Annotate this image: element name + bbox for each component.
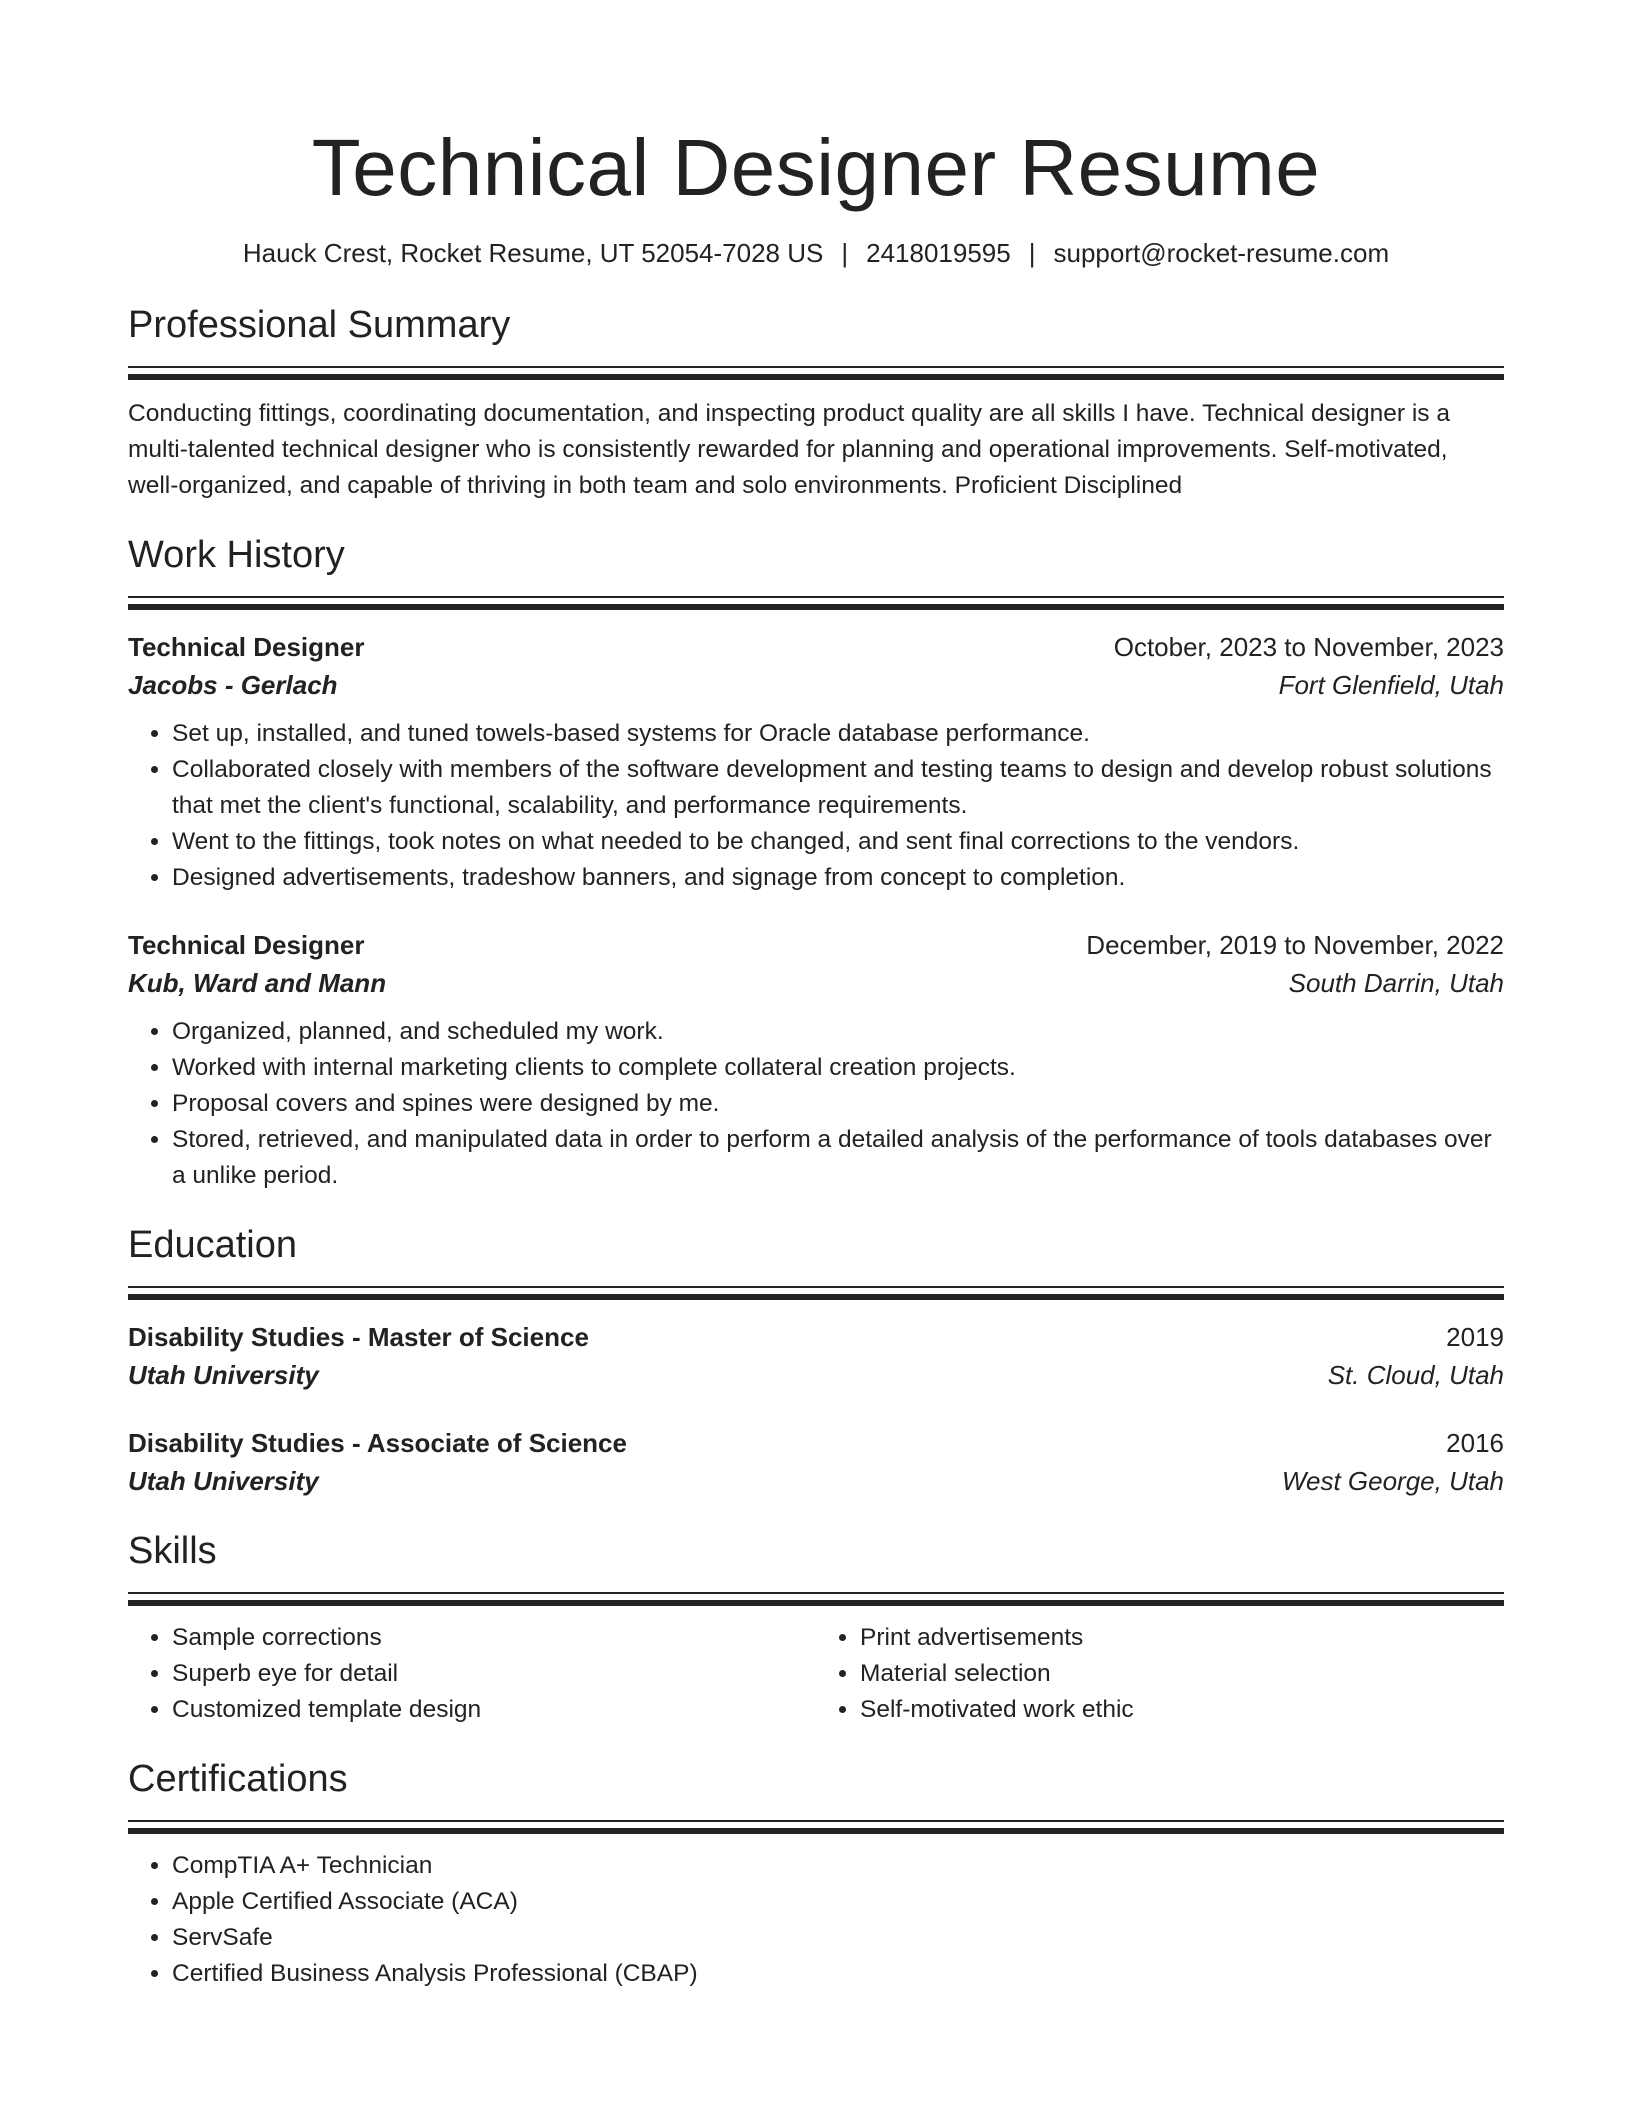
job-title: Technical Designer	[128, 930, 365, 960]
contact-line	[128, 236, 1504, 270]
certifications-list	[128, 1848, 1504, 1992]
list-item: • Sample corrections	[172, 1620, 816, 1656]
education-year: 2019	[1446, 1322, 1504, 1352]
education-location: St. Cloud, Utah	[1327, 1360, 1504, 1390]
list-item: • CompTIA A+ Technician	[172, 1848, 1504, 1884]
job-dates: December, 2019 to November, 2022	[1086, 930, 1504, 960]
contact-separator: |	[1028, 238, 1036, 268]
section-divider	[128, 1820, 1504, 1834]
list-item: • Stored, retrieved, and manipulated data in order to perform a detailed analysis of the performance of tools databases over a unlike period.	[172, 1122, 1504, 1194]
job-location: Fort Glenfield, Utah	[1278, 670, 1504, 700]
job-company: Kub, Ward and Mann	[128, 968, 387, 998]
section-divider	[128, 366, 1504, 380]
skills-grid	[128, 1620, 1504, 1728]
job-company-row	[128, 964, 1504, 1002]
summary-text: Conducting fittings, coordinating documentation, and inspecting product quality are all skills I have. Technical designer is a multi-talented technical designer who is consistently rewarded for planning and operational improvements. Self-motivated, well-organized, and capable of thriving in both team and solo environments. Proficient Disciplined	[128, 400, 1450, 499]
job-header-row	[128, 628, 1504, 666]
section-divider	[128, 1592, 1504, 1606]
list-item: • Superb eye for detail	[172, 1656, 816, 1692]
education-degree: Disability Studies - Master of Science	[128, 1322, 589, 1352]
education-section	[128, 1222, 1504, 1500]
list-item: • Designed advertisements, tradeshow banners, and signage from concept to completion.	[172, 860, 1504, 896]
contact-email: support@rocket-resume.com	[1053, 238, 1390, 268]
certifications-section	[128, 1756, 1504, 1992]
education-degree: Disability Studies - Associate of Science	[128, 1428, 627, 1458]
list-item: • Organized, planned, and scheduled my work.	[172, 1014, 1504, 1050]
work-history-heading: Work History	[128, 534, 345, 576]
education-school: Utah University	[128, 1466, 319, 1496]
list-item: • Apple Certified Associate (ACA)	[172, 1884, 1504, 1920]
job-title: Technical Designer	[128, 632, 365, 662]
education-header-row	[128, 1424, 1504, 1462]
education-location: West George, Utah	[1281, 1466, 1504, 1496]
section-divider	[128, 596, 1504, 610]
list-item: • Worked with internal marketing clients to complete collateral creation projects.	[172, 1050, 1504, 1086]
list-item: • Set up, installed, and tuned towels-based systems for Oracle database performance.	[172, 716, 1504, 752]
job-bullets	[128, 1014, 1504, 1194]
education-heading: Education	[128, 1224, 298, 1266]
list-item: • Went to the fittings, took notes on what needed to be changed, and sent final corrections to the vendors.	[172, 824, 1504, 860]
education-header-row	[128, 1318, 1504, 1356]
resume-page	[128, 0, 1504, 1992]
certifications-heading: Certifications	[128, 1758, 348, 1800]
list-item: • Material selection	[860, 1656, 1504, 1692]
job-company-row	[128, 666, 1504, 704]
skills-list-right	[816, 1620, 1504, 1728]
summary-section	[128, 302, 1504, 504]
list-item: • Collaborated closely with members of the software development and testing teams to design and develop robust solutions that met the client's functional, scalability, and performance requirements.	[172, 752, 1504, 824]
list-item: • Self-motivated work ethic	[860, 1692, 1504, 1728]
job-bullets	[128, 716, 1504, 896]
job-entry	[128, 628, 1504, 896]
skills-heading: Skills	[128, 1530, 217, 1572]
resume-title: Technical Designer Resume	[311, 123, 1321, 212]
summary-heading: Professional Summary	[128, 304, 511, 346]
list-item: • Proposal covers and spines were designed by me.	[172, 1086, 1504, 1122]
education-school: Utah University	[128, 1360, 319, 1390]
skills-list-left	[128, 1620, 816, 1728]
section-divider	[128, 1286, 1504, 1300]
job-company: Jacobs - Gerlach	[128, 670, 338, 700]
contact-phone: 2418019595	[866, 238, 1011, 268]
job-dates: October, 2023 to November, 2023	[1113, 632, 1504, 662]
list-item: • Certified Business Analysis Professional (CBAP)	[172, 1956, 1504, 1992]
education-entry	[128, 1318, 1504, 1394]
list-item: • Customized template design	[172, 1692, 816, 1728]
job-entry	[128, 926, 1504, 1194]
work-history-section	[128, 532, 1504, 1194]
job-location: South Darrin, Utah	[1288, 968, 1504, 998]
skills-section	[128, 1528, 1504, 1728]
education-school-row	[128, 1462, 1504, 1500]
education-entry	[128, 1424, 1504, 1500]
list-item: • ServSafe	[172, 1920, 1504, 1956]
education-school-row	[128, 1356, 1504, 1394]
contact-separator: |	[841, 238, 849, 268]
list-item: • Print advertisements	[860, 1620, 1504, 1656]
job-header-row	[128, 926, 1504, 964]
education-year: 2016	[1446, 1428, 1504, 1458]
contact-address: Hauck Crest, Rocket Resume, UT 52054-7028 US	[242, 238, 824, 268]
